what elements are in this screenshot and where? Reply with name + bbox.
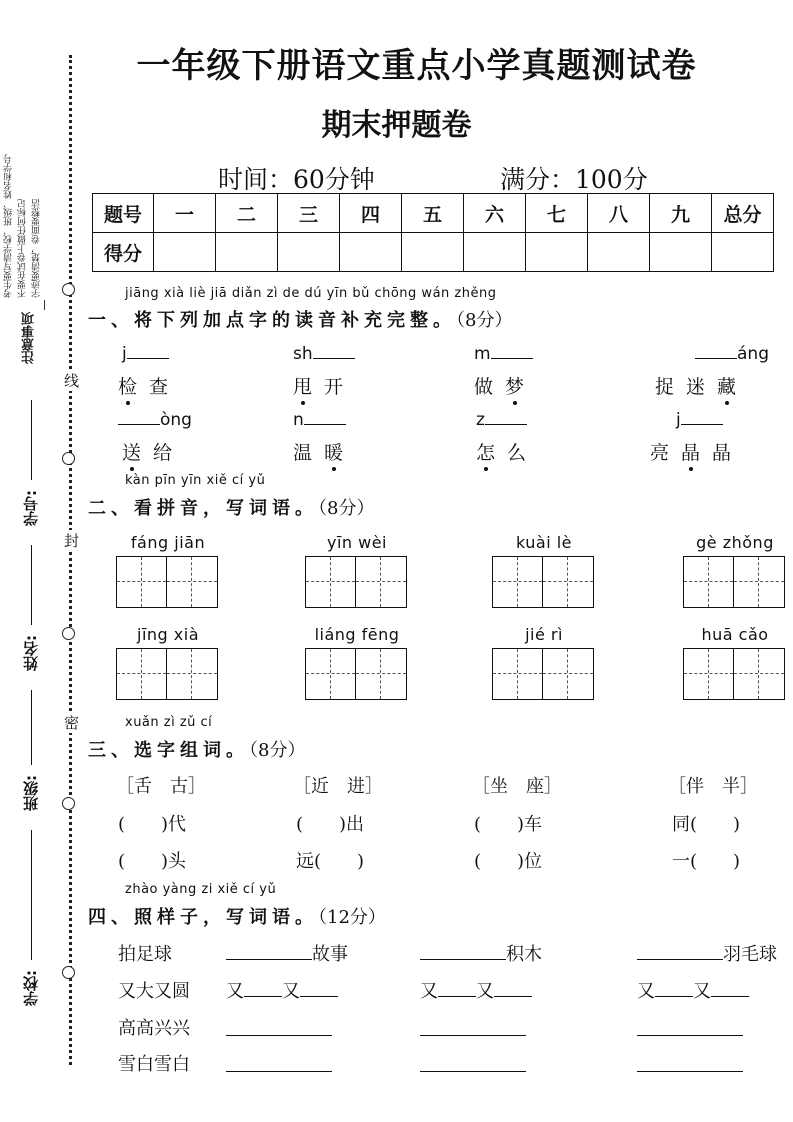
- q1-item-pinyin: áng: [695, 344, 769, 364]
- score-table-header-row: [93, 194, 774, 233]
- writing-grid[interactable]: [305, 648, 407, 700]
- q3-blank-word[interactable]: 一( ): [672, 851, 741, 872]
- writing-grid[interactable]: [492, 648, 594, 700]
- school-line[interactable]: [31, 830, 32, 960]
- writing-grid[interactable]: [492, 556, 594, 608]
- q4-points: （12分）: [318, 907, 386, 928]
- student-no-line[interactable]: [31, 400, 32, 480]
- writing-grid[interactable]: [116, 648, 218, 700]
- answer-blank[interactable]: [300, 995, 338, 997]
- q2-item-pinyin: yīn wèi: [326, 533, 387, 552]
- q4-answer: [637, 940, 777, 966]
- q3-blank-word[interactable]: 远( ): [296, 851, 365, 872]
- binding-hole: [62, 627, 75, 640]
- score-cell[interactable]: [216, 233, 278, 272]
- q3-blank-word[interactable]: ( )头: [118, 851, 187, 872]
- q3-blank-word[interactable]: ( )出: [296, 814, 365, 835]
- q3-blank-word[interactable]: ( )车: [474, 814, 543, 835]
- score-table-score-row: [93, 233, 774, 272]
- score-header-cell: 一: [154, 194, 216, 233]
- q1-item-word: 亮晶晶: [650, 442, 744, 464]
- q2-heading-text: 二、看拼音，写词语。: [88, 498, 318, 519]
- q1-item-pinyin: n: [293, 410, 346, 430]
- q2-item-pinyin: jié rì: [525, 625, 563, 644]
- q3-blank-word[interactable]: ( )位: [474, 851, 543, 872]
- score-header-cell: 九: [650, 194, 712, 233]
- q3-heading: [88, 736, 305, 762]
- answer-blank[interactable]: [226, 958, 312, 960]
- q3-options: ［舌 古］: [116, 776, 206, 797]
- score-cell[interactable]: [278, 233, 340, 272]
- score-cell[interactable]: [588, 233, 650, 272]
- q4-answer: [226, 940, 348, 966]
- answer-blank[interactable]: [485, 423, 527, 425]
- score-header-cell: 二: [216, 194, 278, 233]
- school-label: 学校:: [22, 970, 40, 1006]
- writing-grid[interactable]: [305, 556, 407, 608]
- q1-points: （8分）: [456, 310, 513, 331]
- q3-points: （8分）: [249, 740, 306, 761]
- answer-blank[interactable]: [420, 1071, 526, 1072]
- q4-answer: 又 又: [420, 977, 532, 1003]
- q3-options: ［坐 座］: [472, 776, 562, 797]
- q2-heading: [88, 494, 374, 520]
- q4-heading: [88, 903, 386, 929]
- q1-item-pinyin: z: [476, 410, 527, 430]
- score-header-cell: 四: [340, 194, 402, 233]
- side-note-2: 不要在试卷上做任何标记: [18, 199, 28, 298]
- q2-item-pinyin: fáng jiān: [130, 533, 206, 552]
- score-row-label: 得分: [93, 233, 154, 272]
- side-note-1: 考生要写清学校、班级、姓名和学号: [4, 154, 14, 298]
- grid-cell[interactable]: [543, 649, 593, 699]
- grid-cell[interactable]: [684, 649, 734, 699]
- answer-blank[interactable]: [420, 958, 506, 960]
- grid-cell[interactable]: [493, 649, 543, 699]
- q1-item-word: 怎么: [476, 442, 539, 464]
- score-header-cell: 六: [464, 194, 526, 233]
- grid-cell[interactable]: [734, 649, 784, 699]
- q1-item-word: 捉迷藏: [655, 376, 749, 398]
- q1-item-pinyin: j: [122, 344, 169, 364]
- q1-item-pinyin: j: [676, 410, 723, 430]
- score-cell[interactable]: [402, 233, 464, 272]
- grid-cell[interactable]: [167, 649, 217, 699]
- answer-blank[interactable]: [244, 995, 282, 997]
- answer-blank[interactable]: [226, 1035, 332, 1036]
- q1-item-word: 检查: [118, 376, 181, 398]
- q3-blank-word[interactable]: 同( ): [672, 814, 741, 835]
- answer-blank[interactable]: [681, 423, 723, 425]
- score-header-cell: 总分: [712, 194, 774, 233]
- name-label: 姓名:: [22, 635, 40, 671]
- student-no-label: 学号:: [22, 490, 40, 526]
- q1-item-pinyin: sh: [293, 344, 355, 364]
- score-header-cell: 三: [278, 194, 340, 233]
- grid-cell[interactable]: [167, 557, 217, 607]
- divider: [44, 300, 45, 310]
- q1-item-word: 做梦: [474, 376, 537, 398]
- q4-heading-text: 四、照样子，写词语。: [88, 907, 318, 928]
- q4-example: 又大又圆: [118, 981, 190, 1002]
- q4-example: 拍足球: [118, 944, 172, 965]
- answer-blank[interactable]: [494, 995, 532, 997]
- side-note-3: 字迹要清楚，卷面要整洁: [32, 199, 42, 298]
- grid-cell[interactable]: [117, 649, 167, 699]
- grid-cell[interactable]: [493, 557, 543, 607]
- seal-mark-line: 线: [64, 372, 80, 390]
- answer-blank[interactable]: [637, 1035, 743, 1036]
- q4-answer: 又 又: [637, 977, 749, 1003]
- answer-blank[interactable]: [637, 958, 723, 960]
- answer-blank[interactable]: [420, 1035, 526, 1036]
- q1-heading: [88, 306, 512, 332]
- q1-pinyin: jiāng xià liè jiā diǎn zì de dú yīn bǔ chōng wán zhěng: [125, 286, 497, 301]
- score-header-cell: 七: [526, 194, 588, 233]
- q2-pinyin: kàn pīn yīn xiě cí yǔ: [125, 473, 266, 488]
- time-label: 时间：60分钟: [218, 165, 375, 194]
- q4-example: 雪白雪白: [118, 1054, 190, 1075]
- score-cell[interactable]: [526, 233, 588, 272]
- answer-blank[interactable]: [127, 357, 169, 359]
- score-cell[interactable]: [340, 233, 402, 272]
- q1-item-word: 温暖: [293, 442, 356, 464]
- answer-blank[interactable]: [313, 357, 355, 359]
- answer-blank[interactable]: [438, 995, 476, 997]
- q3-blank-word[interactable]: ( )代: [118, 814, 187, 835]
- q1-item-word: 送给: [122, 442, 185, 464]
- answer-blank[interactable]: [711, 995, 749, 997]
- answer-blank[interactable]: [226, 1071, 332, 1072]
- q1-heading-text: 一、将下列加点字的读音补充完整。: [88, 310, 456, 331]
- q4-answer: 又 又: [226, 977, 338, 1003]
- class-label: 班级:: [22, 775, 40, 811]
- answer-blank[interactable]: [655, 995, 693, 997]
- class-line[interactable]: [31, 690, 32, 765]
- score-cell[interactable]: [650, 233, 712, 272]
- score-header-cell: 五: [402, 194, 464, 233]
- exam-subtitle: 期末押题卷: [321, 108, 472, 143]
- binding-hole: [62, 283, 75, 296]
- score-cell[interactable]: [712, 233, 774, 272]
- q4-answer: [420, 940, 542, 966]
- exam-title: 一年级下册语文重点小学真题测试卷: [136, 46, 697, 86]
- answer-blank[interactable]: [304, 423, 346, 425]
- answer-blank[interactable]: [118, 423, 160, 425]
- answer-blank[interactable]: [695, 357, 737, 359]
- grid-cell[interactable]: [306, 649, 356, 699]
- grid-cell[interactable]: [356, 649, 406, 699]
- q3-heading-text: 三、选字组词。: [88, 740, 249, 761]
- q4-suffix: 积木: [506, 944, 542, 965]
- answer-blank[interactable]: [491, 357, 533, 359]
- score-label: 满分：100分: [500, 165, 648, 194]
- q4-example: 高高兴兴: [118, 1018, 190, 1039]
- grid-cell[interactable]: [356, 557, 406, 607]
- seal-mark-seal: 封: [64, 532, 80, 550]
- q1-item-word: 甩开: [293, 376, 356, 398]
- writing-grid[interactable]: [683, 648, 785, 700]
- binding-hole: [62, 797, 75, 810]
- dotted-cut-line: [69, 55, 72, 1065]
- q4-suffix: 羽毛球: [723, 944, 777, 965]
- q2-points: （8分）: [318, 498, 375, 519]
- writing-grid[interactable]: [116, 556, 218, 608]
- q1-item-pinyin: m: [474, 344, 533, 364]
- writing-grid[interactable]: [683, 556, 785, 608]
- grid-cell[interactable]: [543, 557, 593, 607]
- grid-cell[interactable]: [117, 557, 167, 607]
- score-header-cell: 题号: [93, 194, 154, 233]
- grid-cell[interactable]: [734, 557, 784, 607]
- score-table: [92, 193, 774, 272]
- grid-cell[interactable]: [306, 557, 356, 607]
- q3-options: ［伴 半］: [668, 776, 758, 797]
- notice-label: 注意事项: [22, 312, 37, 364]
- q3-pinyin: xuǎn zì zǔ cí: [125, 715, 213, 730]
- q2-item-pinyin: huā cǎo: [701, 625, 769, 644]
- answer-blank[interactable]: [637, 1071, 743, 1072]
- seal-mark-secret: 密: [64, 714, 80, 732]
- binding-hole: [62, 452, 75, 465]
- score-cell[interactable]: [464, 233, 526, 272]
- binding-hole: [62, 966, 75, 979]
- q2-item-pinyin: gè zhǒng: [696, 533, 774, 552]
- q4-pinyin: zhào yàng zi xiě cí yǔ: [125, 882, 277, 897]
- q2-item-pinyin: jīng xià: [137, 625, 199, 644]
- grid-cell[interactable]: [684, 557, 734, 607]
- q4-suffix: 故事: [312, 944, 348, 965]
- q3-options: ［近 进］: [293, 776, 383, 797]
- q2-item-pinyin: kuài lè: [515, 533, 573, 552]
- q2-item-pinyin: liáng fēng: [314, 625, 400, 644]
- score-cell[interactable]: [154, 233, 216, 272]
- score-header-cell: 八: [588, 194, 650, 233]
- name-line[interactable]: [31, 545, 32, 625]
- q1-item-pinyin: òng: [118, 410, 192, 430]
